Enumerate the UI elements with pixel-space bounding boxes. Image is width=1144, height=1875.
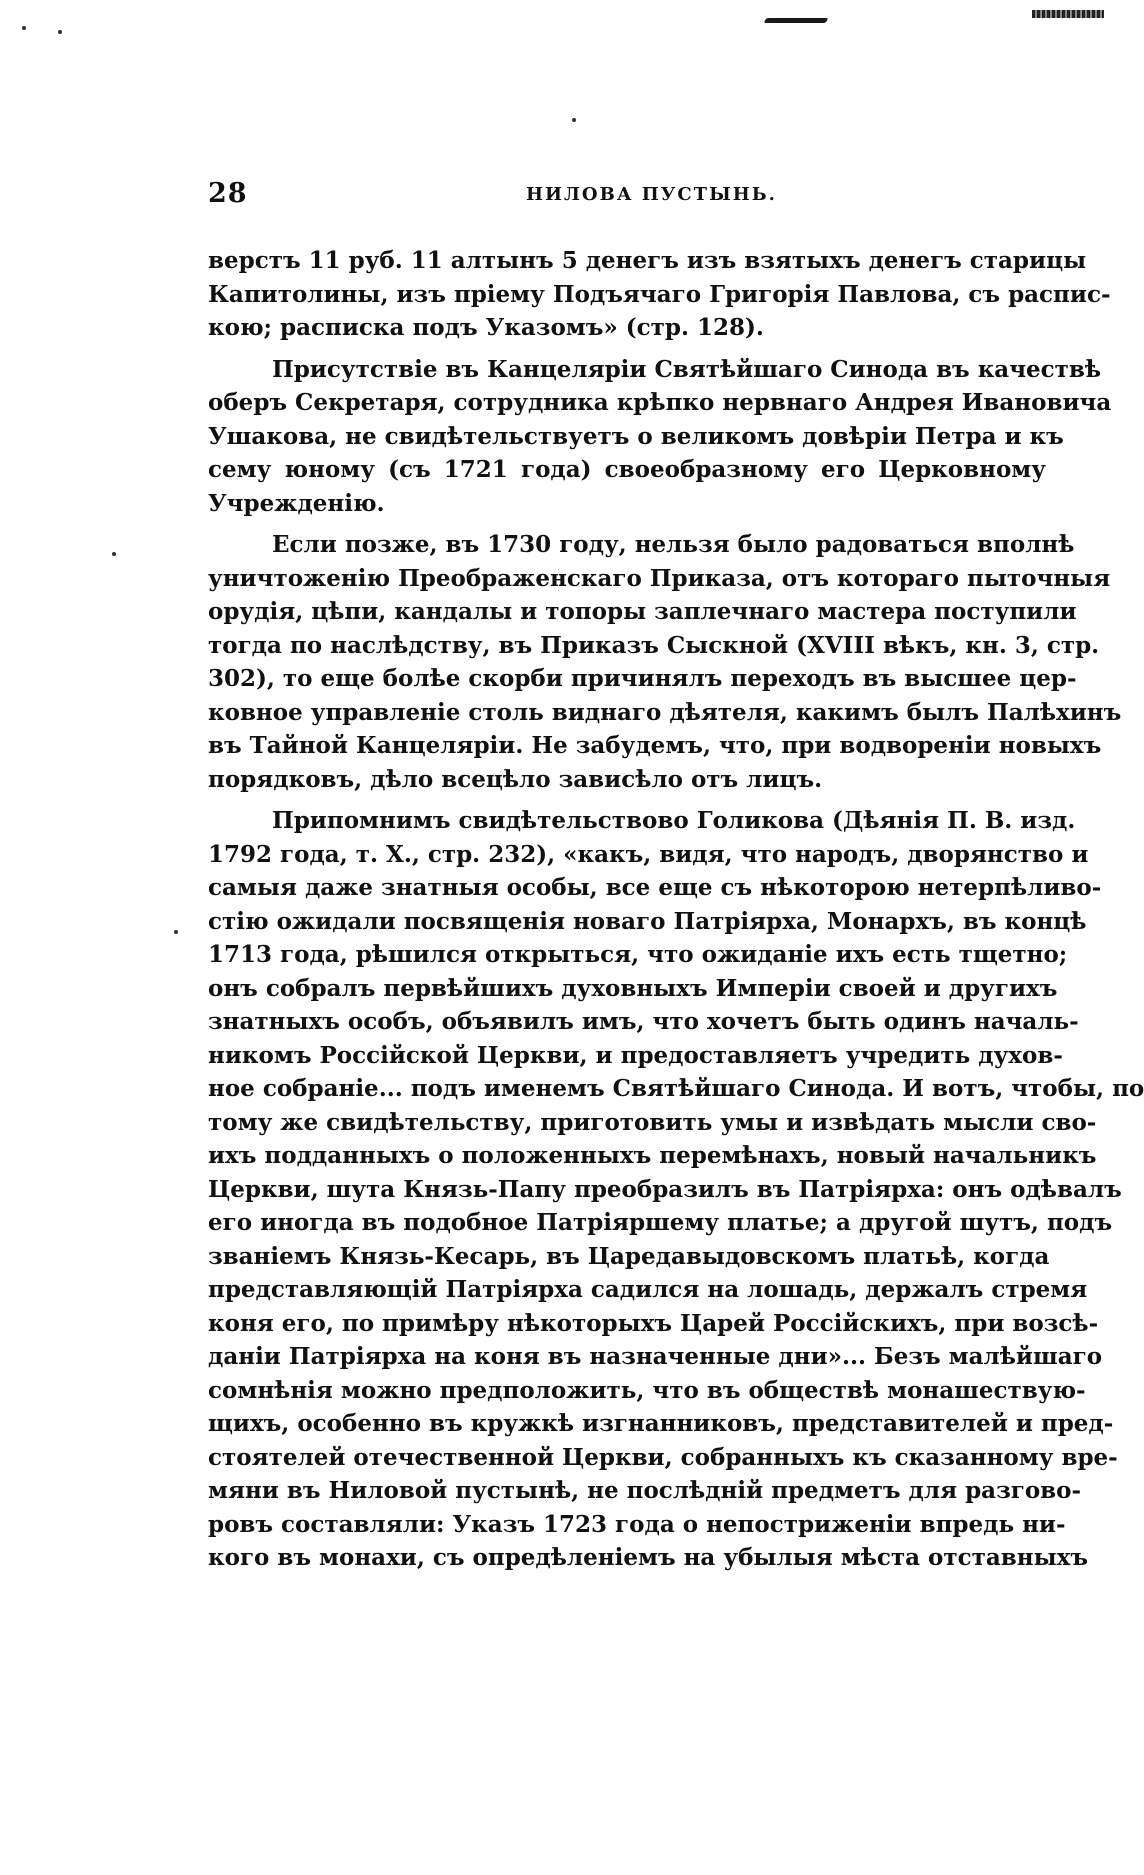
text-line: сомнѣнiя можно предположить, что въ обществѣ монашествую- bbox=[208, 1376, 1086, 1404]
text-line: коня его, по примѣру нѣкоторыхъ Царей Россiйскихъ, при возсѣ- bbox=[208, 1309, 1099, 1337]
text-line: стоятелей отечественной Церкви, собранныхъ къ сказанному вре- bbox=[208, 1443, 1118, 1471]
scan-speck bbox=[572, 118, 576, 122]
text-line: Церкви, шута Князь-Папу преобразилъ въ Патрiярха: онъ одѣвалъ bbox=[208, 1175, 1122, 1203]
text-line: Присутствiе въ Канцелярiи Святѣйшаго Синода въ качествѣ bbox=[272, 355, 1102, 383]
text-line: мяни въ Ниловой пустынѣ, не послѣднiй предметъ для разгово- bbox=[208, 1477, 1082, 1504]
scan-artifact-stroke bbox=[764, 18, 829, 23]
text-line: его иногда въ подобное Патрiяршему платье; а другой шутъ, подъ bbox=[208, 1209, 1113, 1236]
text-line: тому же свидѣтельству, приготовить умы и извѣдать мысли сво- bbox=[208, 1108, 1097, 1136]
text-line: 1713 года, рѣшился открыться, что ожиданiе ихъ есть тщетно; bbox=[208, 941, 1068, 968]
text-line: Припомнимъ свидѣтельствово Голикова (Дѣянiя П. В. изд. bbox=[272, 807, 1076, 834]
text-body bbox=[208, 244, 1144, 1583]
text-line: 1792 года, т. X., стр. 232), «какъ, видя, что народъ, дворянство и bbox=[208, 840, 1089, 868]
scan-speck bbox=[58, 30, 62, 34]
paragraph bbox=[208, 804, 1144, 1575]
text-line: Учрежденiю. bbox=[208, 489, 385, 517]
text-line: Если позже, въ 1730 году, нельзя было радоваться вполнѣ bbox=[272, 531, 1075, 558]
text-line: оберъ Секретаря, сотрудника крѣпко нервнаго Андрея Ивановича bbox=[208, 389, 1112, 416]
text-line: ное собранiе... подъ именемъ Святѣйшаго Синода. И вотъ, чтобы, по bbox=[208, 1075, 1144, 1102]
scan-speck bbox=[22, 26, 26, 30]
text-line: никомъ Россiйской Церкви, и предоставляетъ учредить духов- bbox=[208, 1041, 1063, 1069]
text-line: въ Тайной Канцелярiи. Не забудемъ, что, при водворенiи новыхъ bbox=[208, 732, 1102, 759]
text-line: орудiя, цѣпи, кандалы и топоры заплечнаго мастера поступили bbox=[208, 598, 1077, 625]
text-line: тогда по наслѣдству, въ Приказъ Сыскной (XVIII вѣкъ, кн. 3, стр. bbox=[208, 631, 1100, 659]
text-line: верстъ 11 руб. 11 алтынъ 5 денегъ изъ взятыхъ денегъ старицы bbox=[208, 247, 1087, 274]
text-line: кою; расписка подъ Указомъ» (стр. 128). bbox=[208, 314, 764, 341]
text-line: порядковъ, дѣло всецѣло зависѣло отъ лицъ. bbox=[208, 765, 823, 793]
text-line: данiи Патрiярха на коня въ назначенные дни»... Безъ малѣйшаго bbox=[208, 1343, 1103, 1370]
text-line: стiю ожидали посвященiя новаго Патрiярха, Монархъ, въ концѣ bbox=[208, 907, 1087, 935]
page-title: НИЛОВА ПУСТЫНЬ. bbox=[526, 184, 777, 205]
scan-speck bbox=[174, 930, 178, 934]
scan-speck bbox=[112, 552, 116, 556]
text-line: ровъ составляли: Указъ 1723 года о непостриженiи впредь ни- bbox=[208, 1510, 1066, 1538]
text-line: представляющiй Патрiярха садился на лошадь, держалъ стремя bbox=[208, 1276, 1088, 1303]
text-line: щихъ, особенно въ кружкѣ изгнанниковъ, представителей и пред- bbox=[208, 1410, 1114, 1437]
text-line: сему юному (съ 1721 года) своеобразному его Церковному bbox=[208, 456, 1046, 483]
text-line: ковное управленiе столь виднаго дѣятеля, какимъ былъ Палѣхинъ bbox=[208, 698, 1122, 726]
paragraph bbox=[208, 244, 1111, 345]
scan-artifact-smudge bbox=[1032, 10, 1104, 18]
text-line: званiемъ Князь-Кесарь, въ Царедавыдовскомъ платьѣ, когда bbox=[208, 1242, 1050, 1270]
text-line: ихъ подданныхъ о положенныхъ перемѣнахъ, новый начальникъ bbox=[208, 1142, 1097, 1169]
text-line: онъ собралъ первѣйшихъ духовныхъ Имперiи своей и другихъ bbox=[208, 974, 1058, 1002]
text-line: знатныхъ особъ, объявилъ имъ, что хочетъ быть одинъ началь- bbox=[208, 1008, 1079, 1035]
text-line: Капитолины, изъ прiему Подъячаго Григорiя Павлова, съ распис- bbox=[208, 280, 1111, 308]
page-number: 28 bbox=[208, 178, 248, 209]
text-line: уничтоженiю Преображенскаго Приказа, отъ котораго пыточныя bbox=[208, 564, 1111, 592]
text-line: 302), то еще болѣе скорби причинялъ переходъ въ высшее цер- bbox=[208, 665, 1077, 692]
paragraph bbox=[208, 353, 1112, 521]
text-line: самыя даже знатныя особы, все еще съ нѣкоторою нетерпѣливо- bbox=[208, 874, 1102, 901]
text-line: кого въ монахи, съ опредѣленiемъ на убылыя мѣста отставныхъ bbox=[208, 1544, 1089, 1571]
text-line: Ушакова, не свидѣтельствуетъ о великомъ довѣрiи Петра и къ bbox=[208, 422, 1064, 450]
running-head bbox=[208, 178, 1066, 218]
paragraph bbox=[208, 528, 1122, 796]
